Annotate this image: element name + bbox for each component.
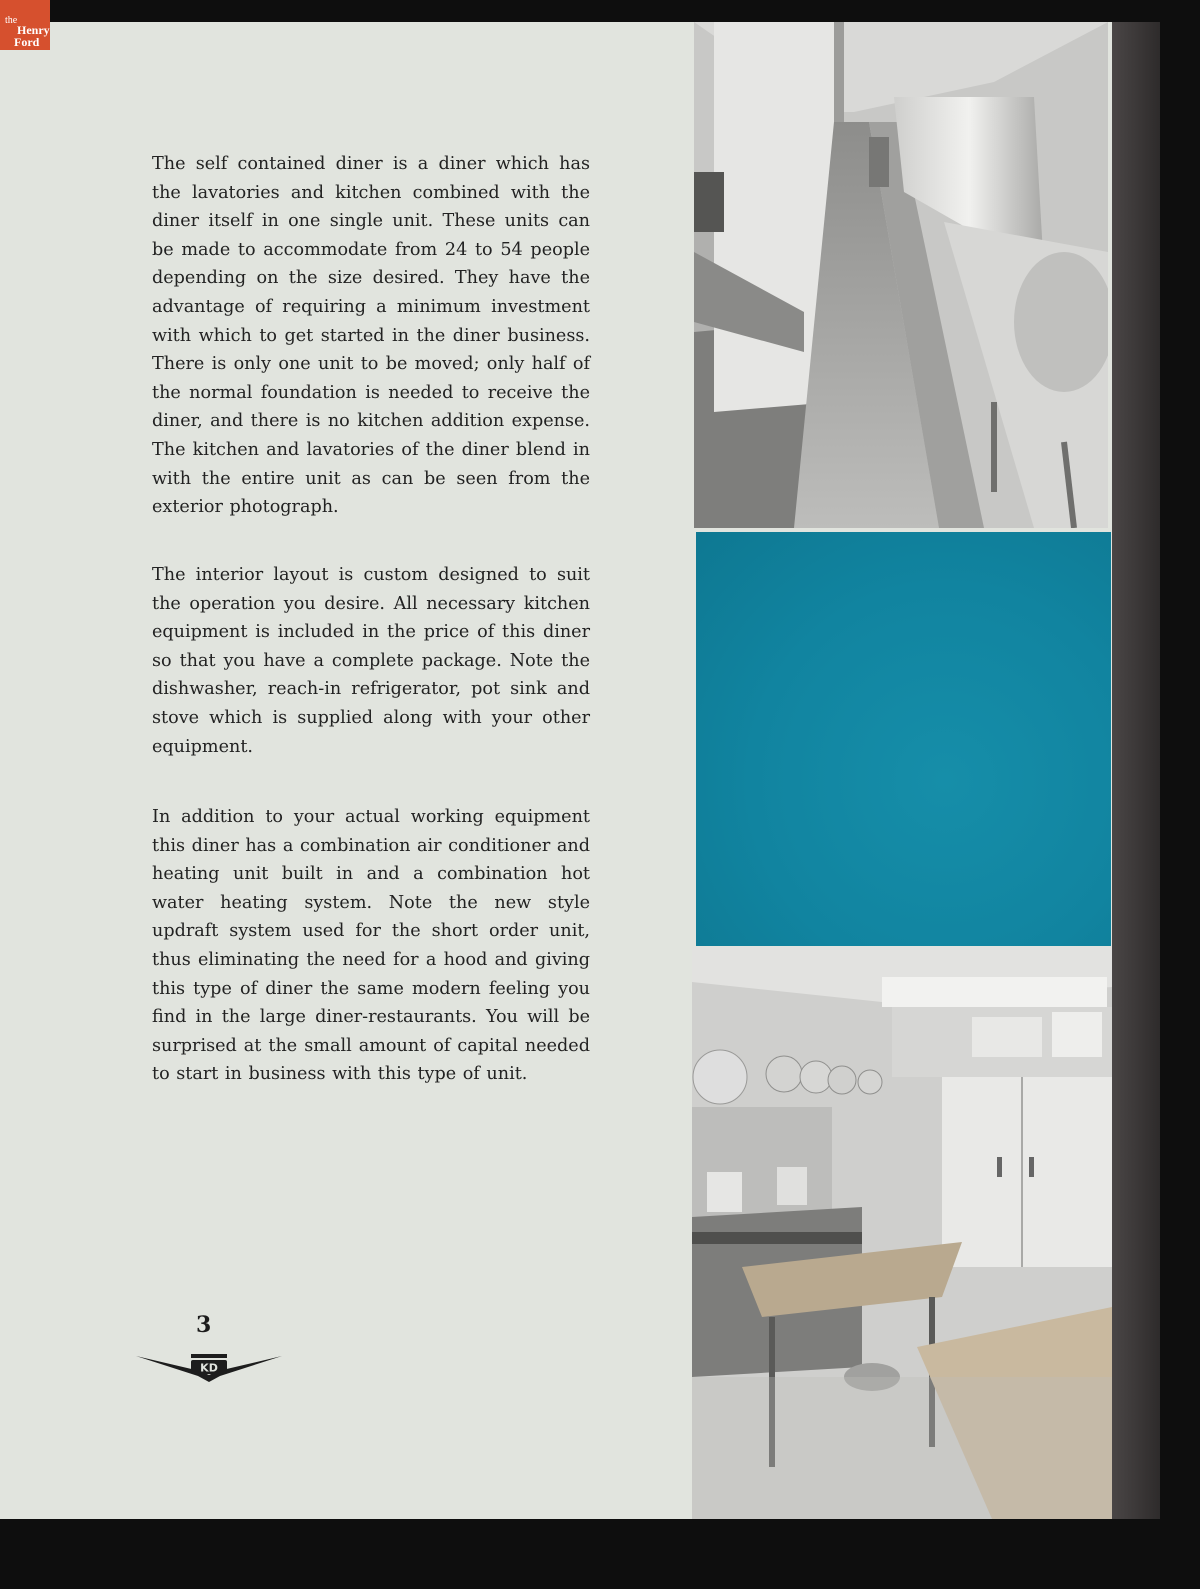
kitchen-stove-photo (692, 947, 1112, 1519)
paragraph-equipment: In addition to your actual working equipment this diner has a combination air conditioner and heating unit built in and a combination hot water heating system. Note the new style updraft system used for the short order unit, thus eliminating the need for a hood and giving this type of diner the same modern feeling you find in the large diner-restaurants. You will be surprised at the small amount of capital needed to start in business with this type of unit. (152, 807, 590, 1085)
page-edge-shadow (1112, 22, 1160, 1519)
paragraph-interior-layout: The interior layout is custom designed to suit the operation you desire. All necessary kitchen equipment is included in the price of this diner so that you have a complete package. Note the dishwasher, reach-in refrigerator, pot sink and stove which is supplied along with your other equipment. (152, 565, 590, 757)
brochure-page (0, 22, 1160, 1519)
page-number: 3 (196, 1312, 212, 1338)
henry-ford-logo (0, 0, 50, 50)
paragraph-self-contained-diner: The self contained diner is a diner which has the lavatories and kitchen combined with the diner itself in one single unit. These units can be made to accommodate from 24 to 54 people depending on the size desired. They have the advantage of requiring a minimum investment with which to get started in the diner business. There is only one unit to be moved; only half of the normal foundation is needed to receive the diner, and there is no kitchen addition expense. The kitchen and lavatories of the diner blend in with the entire unit as can be seen from the exterior photograph. (152, 154, 590, 518)
logo-the-text: the (5, 15, 18, 26)
teal-color-panel (696, 532, 1111, 946)
logo-henry-text: Henry (17, 23, 50, 37)
kd-emblem-icon (136, 1342, 282, 1386)
logo-ford-text: Ford (14, 35, 40, 49)
emblem-letters: KD (200, 1361, 218, 1375)
kitchen-aisle-photo (694, 22, 1108, 528)
